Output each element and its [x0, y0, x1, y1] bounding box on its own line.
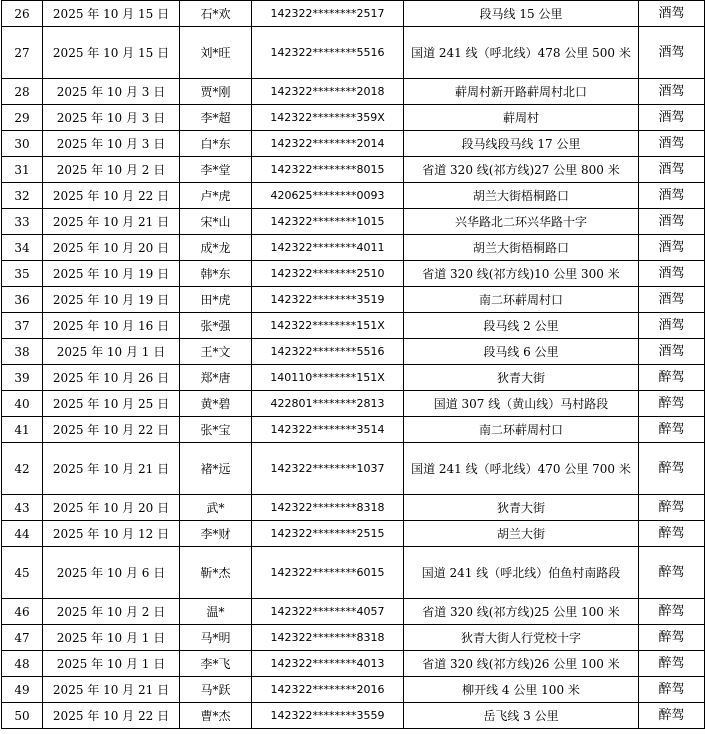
id-number-cell: 142322********2510 [252, 261, 404, 287]
id-number-cell: 142322********3559 [252, 703, 404, 729]
row-number-cell: 35 [2, 261, 43, 287]
id-number-cell: 142322********5516 [252, 27, 404, 79]
records-table [1, 0, 705, 729]
location-cell: 南二环蓒周村口 [404, 287, 639, 313]
violation-type-cell: 醉驾 [639, 599, 705, 625]
row-number-cell: 41 [2, 417, 43, 443]
location-cell: 蓒周村 [404, 105, 639, 131]
row-number-cell: 28 [2, 79, 43, 105]
row-number-cell: 26 [2, 1, 43, 27]
name-cell: 曹*杰 [180, 703, 252, 729]
row-number-cell: 46 [2, 599, 43, 625]
violation-type-cell: 醉驾 [639, 703, 705, 729]
violation-type-cell: 酒驾 [639, 1, 705, 27]
name-cell: 王*文 [180, 339, 252, 365]
table-row [2, 157, 705, 183]
id-number-cell: 142322********2018 [252, 79, 404, 105]
records-table-body [2, 1, 705, 729]
id-number-cell: 142322********359X [252, 105, 404, 131]
table-row [2, 521, 705, 547]
location-cell: 狄青大街人行党校十字 [404, 625, 639, 651]
violation-type-cell: 酒驾 [639, 209, 705, 235]
name-cell: 褚*远 [180, 443, 252, 495]
violation-type-cell: 酒驾 [639, 339, 705, 365]
location-cell: 胡兰大街梧桐路口 [404, 235, 639, 261]
location-cell: 省道 320 线(祁方线)25 公里 100 米 [404, 599, 639, 625]
name-cell: 李*财 [180, 521, 252, 547]
name-cell: 宋*山 [180, 209, 252, 235]
row-number-cell: 31 [2, 157, 43, 183]
name-cell: 马*明 [180, 625, 252, 651]
location-cell: 段马线 2 公里 [404, 313, 639, 339]
violation-type-cell: 醉驾 [639, 651, 705, 677]
id-number-cell: 142322********8015 [252, 157, 404, 183]
row-number-cell: 27 [2, 27, 43, 79]
location-cell: 胡兰大街梧桐路口 [404, 183, 639, 209]
date-cell: 2025 年 10 月 20 日 [43, 495, 180, 521]
row-number-cell: 33 [2, 209, 43, 235]
table-row [2, 625, 705, 651]
id-number-cell: 142322********1015 [252, 209, 404, 235]
row-number-cell: 39 [2, 365, 43, 391]
name-cell: 张*宝 [180, 417, 252, 443]
violation-type-cell: 醉驾 [639, 547, 705, 599]
date-cell: 2025 年 10 月 22 日 [43, 703, 180, 729]
location-cell: 省道 320 线(祁方线)27 公里 800 米 [404, 157, 639, 183]
name-cell: 郑*唐 [180, 365, 252, 391]
violation-type-cell: 酒驾 [639, 261, 705, 287]
table-row [2, 495, 705, 521]
id-number-cell: 140110********151X [252, 365, 404, 391]
id-number-cell: 142322********4011 [252, 235, 404, 261]
name-cell: 温* [180, 599, 252, 625]
date-cell: 2025 年 10 月 21 日 [43, 209, 180, 235]
date-cell: 2025 年 10 月 1 日 [43, 339, 180, 365]
row-number-cell: 29 [2, 105, 43, 131]
row-number-cell: 47 [2, 625, 43, 651]
table-row [2, 105, 705, 131]
violation-type-cell: 醉驾 [639, 495, 705, 521]
violation-type-cell: 醉驾 [639, 677, 705, 703]
location-cell: 段马线段马线 17 公里 [404, 131, 639, 157]
location-cell: 省道 320 线(祁方线)10 公里 300 米 [404, 261, 639, 287]
name-cell: 田*虎 [180, 287, 252, 313]
name-cell: 石*欢 [180, 1, 252, 27]
violation-type-cell: 酒驾 [639, 27, 705, 79]
violation-type-cell: 醉驾 [639, 443, 705, 495]
id-number-cell: 420625********0093 [252, 183, 404, 209]
table-row [2, 339, 705, 365]
table-row [2, 131, 705, 157]
name-cell: 卢*虎 [180, 183, 252, 209]
table-row [2, 703, 705, 729]
row-number-cell: 45 [2, 547, 43, 599]
location-cell: 胡兰大街 [404, 521, 639, 547]
date-cell: 2025 年 10 月 26 日 [43, 365, 180, 391]
violation-type-cell: 醉驾 [639, 625, 705, 651]
location-cell: 柳开线 4 公里 100 米 [404, 677, 639, 703]
row-number-cell: 49 [2, 677, 43, 703]
row-number-cell: 43 [2, 495, 43, 521]
table-row [2, 391, 705, 417]
violation-type-cell: 酒驾 [639, 235, 705, 261]
id-number-cell: 142322********2016 [252, 677, 404, 703]
date-cell: 2025 年 10 月 22 日 [43, 183, 180, 209]
location-cell: 省道 320 线(祁方线)26 公里 100 米 [404, 651, 639, 677]
date-cell: 2025 年 10 月 3 日 [43, 105, 180, 131]
date-cell: 2025 年 10 月 19 日 [43, 261, 180, 287]
date-cell: 2025 年 10 月 12 日 [43, 521, 180, 547]
row-number-cell: 50 [2, 703, 43, 729]
row-number-cell: 40 [2, 391, 43, 417]
id-number-cell: 142322********2517 [252, 1, 404, 27]
table-row [2, 365, 705, 391]
table-row [2, 651, 705, 677]
name-cell: 韩*东 [180, 261, 252, 287]
id-number-cell: 142322********8318 [252, 495, 404, 521]
id-number-cell: 142322********2014 [252, 131, 404, 157]
id-number-cell: 422801********2813 [252, 391, 404, 417]
row-number-cell: 48 [2, 651, 43, 677]
date-cell: 2025 年 10 月 3 日 [43, 131, 180, 157]
date-cell: 2025 年 10 月 15 日 [43, 1, 180, 27]
location-cell: 蓒周村新开路蓒周村北口 [404, 79, 639, 105]
violation-type-cell: 醉驾 [639, 417, 705, 443]
location-cell: 狄青大街 [404, 365, 639, 391]
id-number-cell: 142322********1037 [252, 443, 404, 495]
table-row [2, 547, 705, 599]
table-row [2, 287, 705, 313]
location-cell: 国道 241 线（呼北线）470 公里 700 米 [404, 443, 639, 495]
violation-type-cell: 醉驾 [639, 391, 705, 417]
location-cell: 段马线 6 公里 [404, 339, 639, 365]
name-cell: 武* [180, 495, 252, 521]
date-cell: 2025 年 10 月 21 日 [43, 443, 180, 495]
name-cell: 马*跃 [180, 677, 252, 703]
id-number-cell: 142322********151X [252, 313, 404, 339]
violation-type-cell: 酒驾 [639, 313, 705, 339]
row-number-cell: 32 [2, 183, 43, 209]
name-cell: 张*强 [180, 313, 252, 339]
row-number-cell: 30 [2, 131, 43, 157]
row-number-cell: 37 [2, 313, 43, 339]
name-cell: 李*超 [180, 105, 252, 131]
table-row [2, 209, 705, 235]
table-row [2, 235, 705, 261]
id-number-cell: 142322********8318 [252, 625, 404, 651]
name-cell: 白*东 [180, 131, 252, 157]
date-cell: 2025 年 10 月 1 日 [43, 625, 180, 651]
date-cell: 2025 年 10 月 16 日 [43, 313, 180, 339]
table-row [2, 79, 705, 105]
table-row [2, 417, 705, 443]
table-row [2, 183, 705, 209]
id-number-cell: 142322********5516 [252, 339, 404, 365]
id-number-cell: 142322********3519 [252, 287, 404, 313]
id-number-cell: 142322********4057 [252, 599, 404, 625]
table-row [2, 1, 705, 27]
id-number-cell: 142322********2515 [252, 521, 404, 547]
id-number-cell: 142322********3514 [252, 417, 404, 443]
table-row [2, 261, 705, 287]
date-cell: 2025 年 10 月 6 日 [43, 547, 180, 599]
date-cell: 2025 年 10 月 22 日 [43, 417, 180, 443]
name-cell: 黄*碧 [180, 391, 252, 417]
table-row [2, 27, 705, 79]
name-cell: 李*堂 [180, 157, 252, 183]
table-row [2, 443, 705, 495]
date-cell: 2025 年 10 月 15 日 [43, 27, 180, 79]
violation-type-cell: 酒驾 [639, 79, 705, 105]
id-number-cell: 142322********6015 [252, 547, 404, 599]
location-cell: 段马线 15 公里 [404, 1, 639, 27]
location-cell: 南二环蓒周村口 [404, 417, 639, 443]
location-cell: 国道 241 线（呼北线）478 公里 500 米 [404, 27, 639, 79]
violation-type-cell: 酒驾 [639, 105, 705, 131]
violation-type-cell: 酒驾 [639, 287, 705, 313]
table-row [2, 599, 705, 625]
name-cell: 李*飞 [180, 651, 252, 677]
violation-type-cell: 醉驾 [639, 521, 705, 547]
location-cell: 岳飞线 3 公里 [404, 703, 639, 729]
date-cell: 2025 年 10 月 21 日 [43, 677, 180, 703]
violation-type-cell: 酒驾 [639, 157, 705, 183]
date-cell: 2025 年 10 月 20 日 [43, 235, 180, 261]
row-number-cell: 42 [2, 443, 43, 495]
date-cell: 2025 年 10 月 3 日 [43, 79, 180, 105]
date-cell: 2025 年 10 月 2 日 [43, 157, 180, 183]
location-cell: 狄青大街 [404, 495, 639, 521]
name-cell: 靳*杰 [180, 547, 252, 599]
date-cell: 2025 年 10 月 25 日 [43, 391, 180, 417]
name-cell: 刘*旺 [180, 27, 252, 79]
location-cell: 国道 307 线（黄山线）马村路段 [404, 391, 639, 417]
table-row [2, 677, 705, 703]
date-cell: 2025 年 10 月 19 日 [43, 287, 180, 313]
violation-type-cell: 酒驾 [639, 131, 705, 157]
violation-type-cell: 醉驾 [639, 365, 705, 391]
table-row [2, 313, 705, 339]
row-number-cell: 44 [2, 521, 43, 547]
violation-type-cell: 酒驾 [639, 183, 705, 209]
id-number-cell: 142322********4013 [252, 651, 404, 677]
row-number-cell: 34 [2, 235, 43, 261]
date-cell: 2025 年 10 月 1 日 [43, 651, 180, 677]
location-cell: 国道 241 线（呼北线）伯鱼村南路段 [404, 547, 639, 599]
location-cell: 兴华路北二环兴华路十字 [404, 209, 639, 235]
name-cell: 成*龙 [180, 235, 252, 261]
row-number-cell: 36 [2, 287, 43, 313]
date-cell: 2025 年 10 月 2 日 [43, 599, 180, 625]
row-number-cell: 38 [2, 339, 43, 365]
name-cell: 贾*刚 [180, 79, 252, 105]
